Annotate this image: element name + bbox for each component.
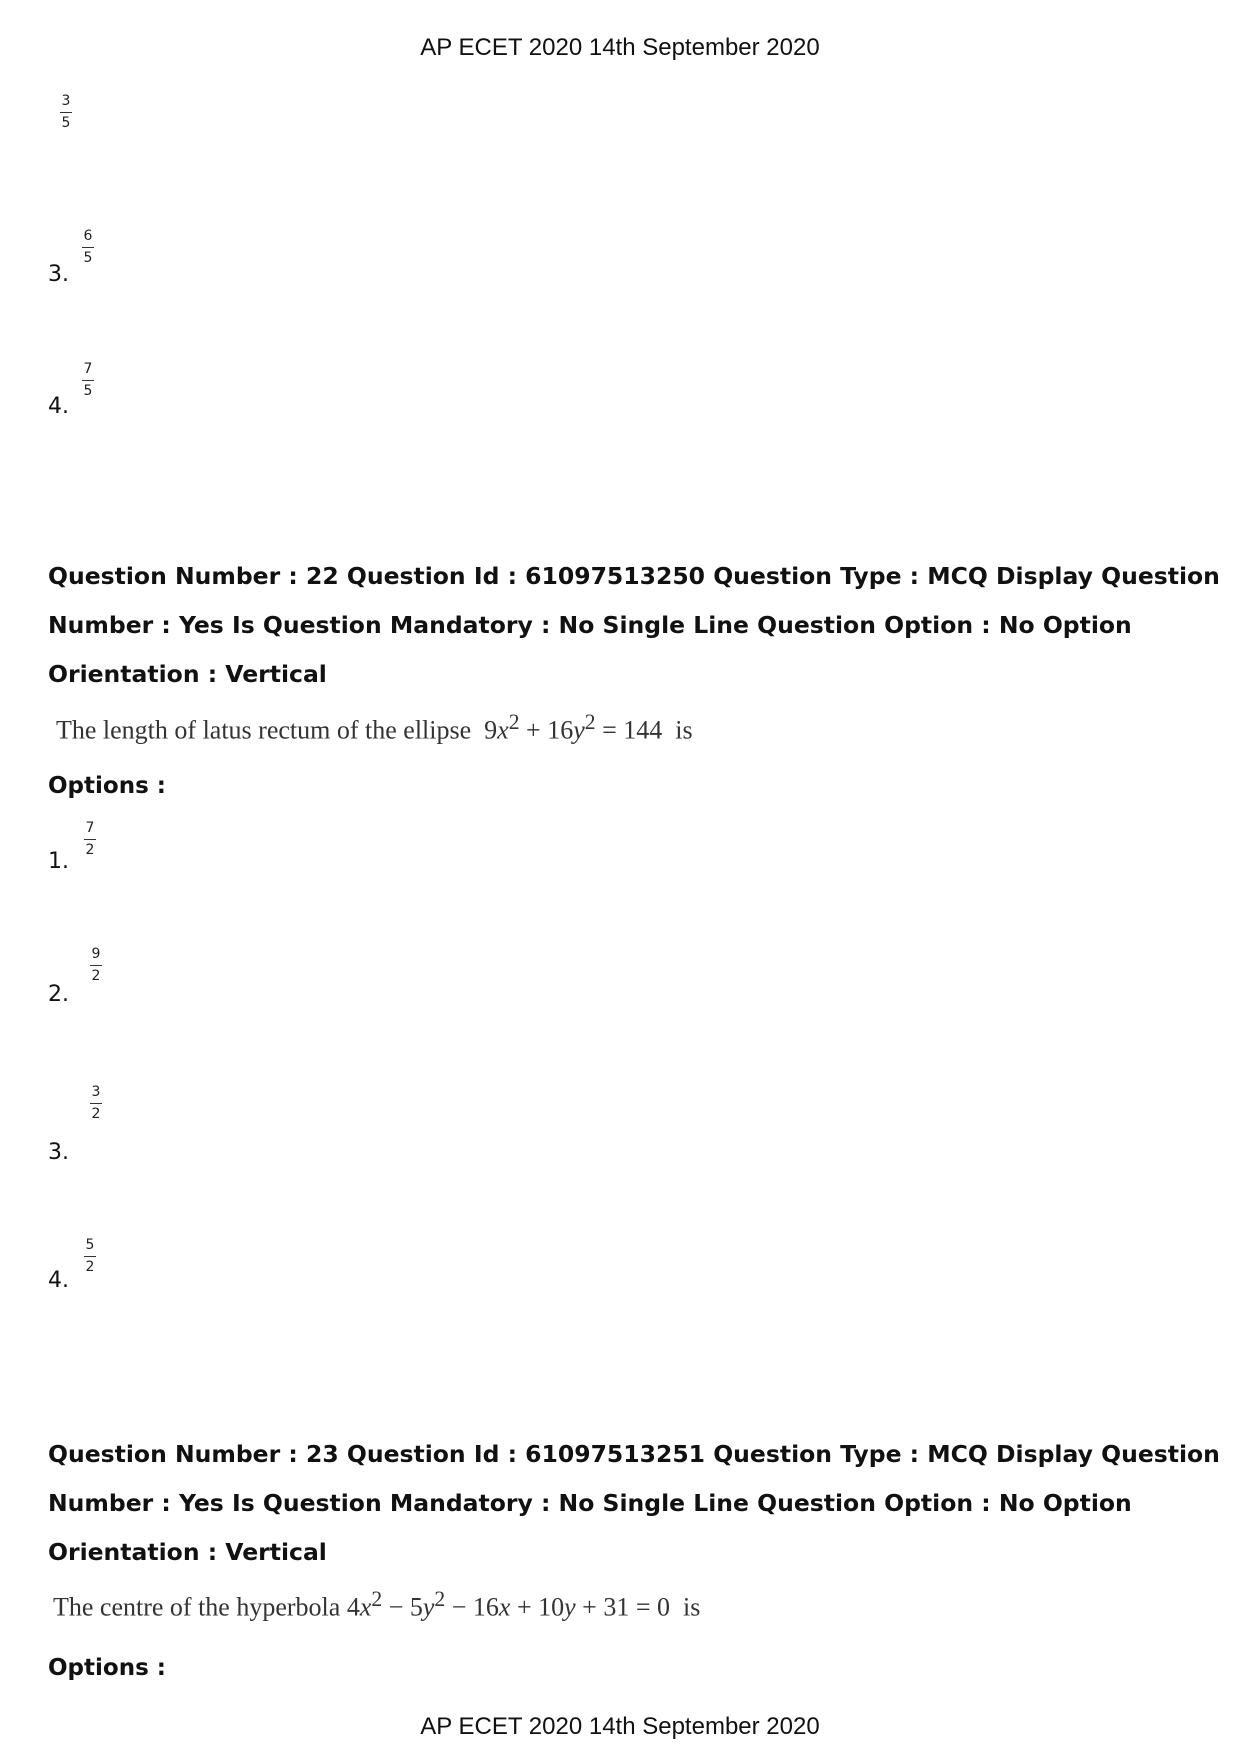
exp: 2: [584, 710, 596, 734]
question-prefix: The length of latus rectum of the ellipse: [56, 715, 472, 745]
numerator: 7: [85, 820, 95, 836]
prev-option-fraction: [82, 229, 94, 265]
option-number: 1.: [48, 849, 69, 874]
operator: −: [451, 1592, 467, 1622]
denominator: 2: [85, 842, 95, 858]
fraction-bar: [90, 1103, 102, 1104]
question-22-text: [56, 710, 693, 746]
var: y: [573, 715, 585, 745]
equals: =: [635, 1592, 651, 1622]
coef: 5: [409, 1592, 423, 1622]
rhs: 144: [623, 715, 663, 745]
option-fraction: [90, 947, 102, 983]
var: x: [359, 1592, 372, 1622]
prev-option-fraction: [60, 94, 72, 130]
fraction-bar: [82, 247, 94, 248]
fraction-bar: [82, 380, 94, 381]
question-22-meta: [48, 552, 1220, 699]
denominator: 5: [83, 250, 93, 266]
meta-line: Number : Yes Is Question Mandatory : No Single Line Question Option : No Option: [48, 1489, 1132, 1517]
question-23-options-label: Options :: [48, 1655, 166, 1681]
numerator: 3: [61, 93, 71, 109]
prev-option-number: 4.: [48, 394, 69, 419]
prev-option-number: 3.: [48, 262, 69, 287]
page-header: AP ECET 2020 14th September 2020: [420, 34, 820, 61]
option-number: 3.: [48, 1140, 69, 1165]
denominator: 2: [91, 1106, 101, 1122]
meta-line: Orientation : Vertical: [48, 1538, 327, 1566]
option-number: 4.: [48, 1268, 69, 1293]
rhs: 0: [657, 1592, 671, 1622]
coef: 16: [547, 715, 574, 745]
question-23-meta: [48, 1430, 1220, 1577]
question-prefix: The centre of the hyperbola: [53, 1592, 341, 1622]
question-23-text: [53, 1587, 700, 1623]
equals: =: [602, 715, 617, 745]
meta-line: Number : Yes Is Question Mandatory : No Single Line Question Option : No Option: [48, 611, 1132, 639]
numerator: 9: [91, 946, 101, 962]
fraction-bar: [90, 965, 102, 966]
numerator: 3: [91, 1084, 101, 1100]
var: x: [498, 1592, 511, 1622]
question-22-options-label: Options :: [48, 773, 166, 799]
constant: 31: [603, 1592, 630, 1622]
option-fraction: [84, 821, 96, 857]
coef: 9: [484, 715, 498, 745]
meta-line: Question Number : 23 Question Id : 61097513251 Question Type : MCQ Display Question: [48, 1440, 1220, 1468]
fraction-bar: [84, 1256, 96, 1257]
numerator: 5: [85, 1237, 95, 1253]
var: y: [564, 1592, 576, 1622]
var: x: [497, 715, 509, 745]
exp: 2: [508, 710, 520, 734]
coef: 10: [538, 1592, 565, 1622]
meta-line: Orientation : Vertical: [48, 660, 327, 688]
operator: +: [526, 715, 541, 745]
option-fraction: [84, 1238, 96, 1274]
denominator: 5: [61, 115, 71, 131]
fraction-bar: [60, 112, 72, 113]
numerator: 6: [83, 228, 93, 244]
var: y: [422, 1592, 435, 1622]
denominator: 2: [85, 1259, 95, 1275]
exp: 2: [371, 1587, 383, 1611]
denominator: 5: [83, 383, 93, 399]
question-suffix: is: [675, 715, 693, 745]
operator: −: [388, 1592, 404, 1622]
operator: +: [516, 1592, 532, 1622]
page-footer: AP ECET 2020 14th September 2020: [420, 1713, 820, 1740]
fraction-bar: [84, 839, 96, 840]
option-fraction: [90, 1085, 102, 1121]
denominator: 2: [91, 968, 101, 984]
numerator: 7: [83, 361, 93, 377]
question-suffix: is: [683, 1592, 701, 1622]
meta-line: Question Number : 22 Question Id : 61097513250 Question Type : MCQ Display Question: [48, 562, 1220, 590]
option-number: 2.: [48, 982, 69, 1007]
exp: 2: [434, 1587, 446, 1611]
prev-option-fraction: [82, 362, 94, 398]
coef: 4: [346, 1592, 360, 1622]
operator: +: [582, 1592, 597, 1622]
coef: 16: [472, 1592, 499, 1622]
